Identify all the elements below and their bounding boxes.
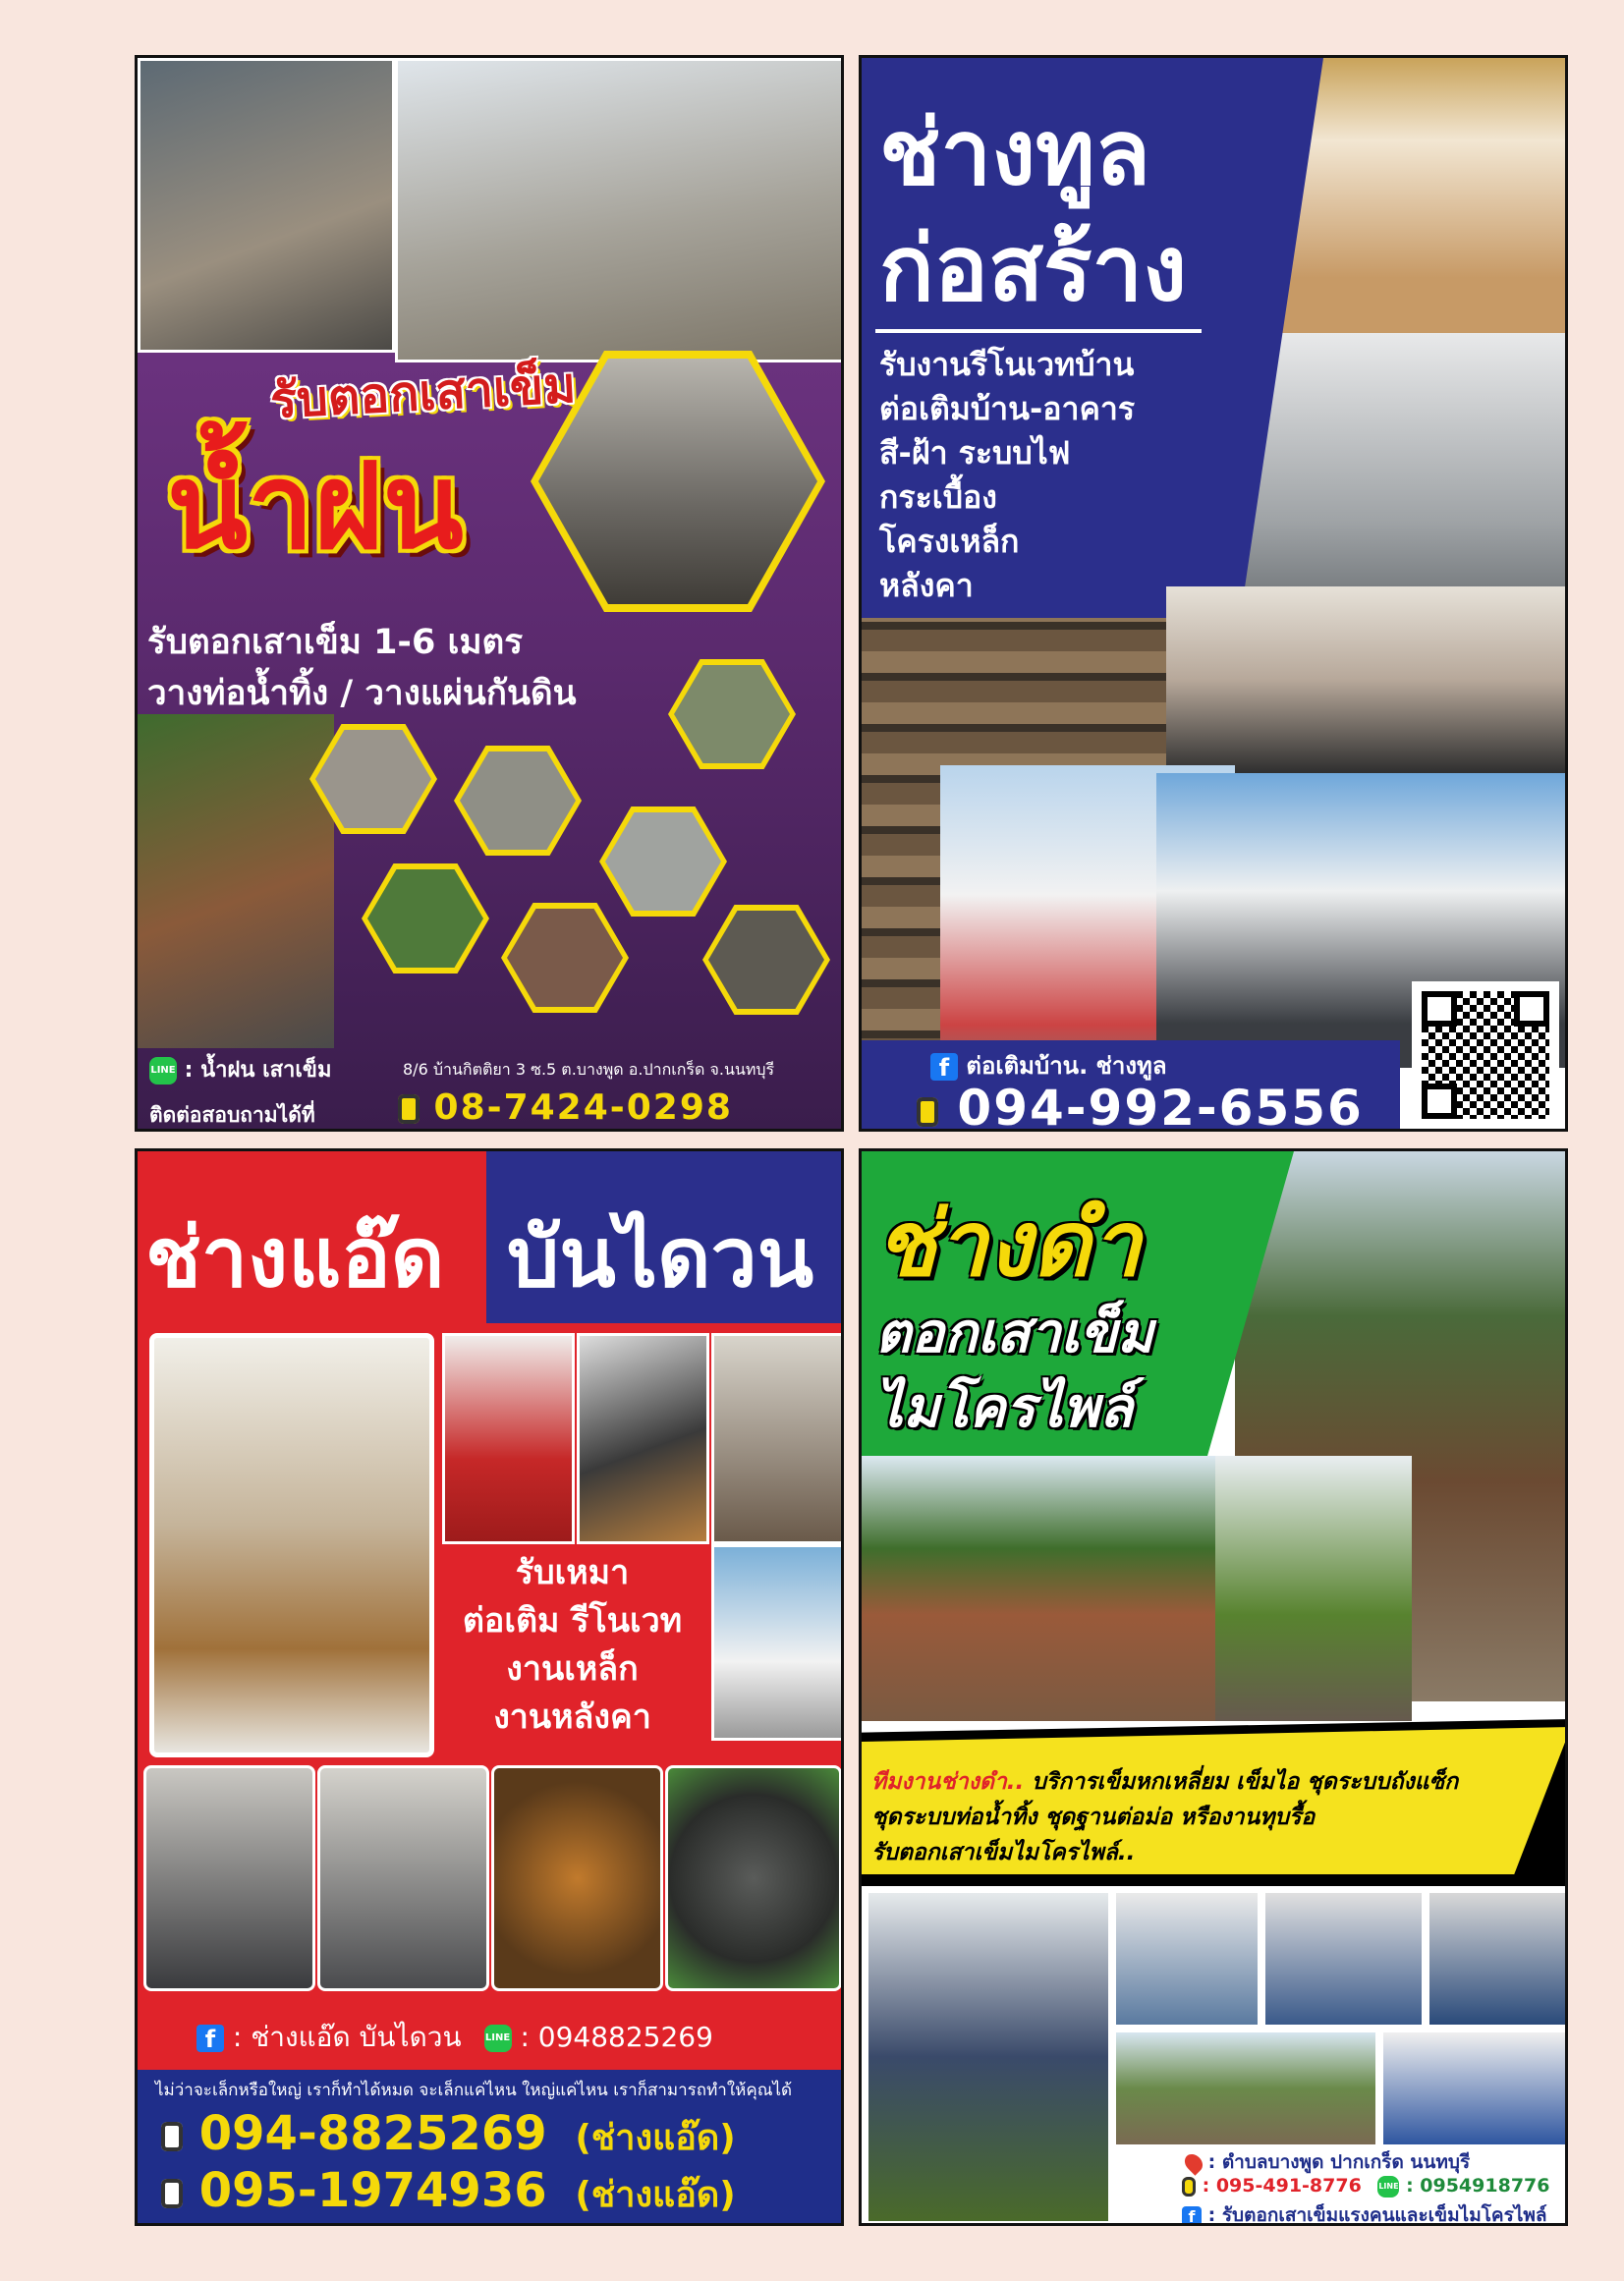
contact-label: ติดต่อสอบถามได้ที่ bbox=[149, 1103, 315, 1127]
phone-2: 095-1974936 (ช่างแอ๊ด) bbox=[161, 2163, 736, 2222]
service-item: ต่อเติมบ้าน-อาคาร bbox=[879, 390, 1135, 427]
photo-stair-bottom-3 bbox=[491, 1765, 663, 1991]
hex-photo-slabs bbox=[454, 746, 582, 856]
service-list bbox=[879, 343, 1135, 608]
brand-name: น้ำฝน bbox=[167, 439, 464, 576]
facebook-link[interactable]: f ต่อเติมบ้าน. ช่างทูล bbox=[930, 1046, 1167, 1085]
photo-workers-yard bbox=[1215, 1456, 1412, 1721]
phone-icon bbox=[161, 2122, 183, 2151]
photo-white-spiral bbox=[711, 1544, 844, 1741]
line-icon: LINE bbox=[484, 2025, 512, 2052]
service-line-2: วางท่อน้ำทิ้ง / วางแผ่นกันดิน bbox=[147, 674, 577, 713]
photo-worker-fence bbox=[866, 1890, 1111, 2224]
slogan: ไม่ว่าจะเล็กหรือใหญ่ เราก็ทำได้หมด จะเล็กแค่ไหน ใหญ่แค่ไหน เราก็สามารถทำให้คุณได้ bbox=[155, 2081, 793, 2100]
hex-photo-red-machine bbox=[501, 903, 629, 1013]
qr-code[interactable] bbox=[1412, 981, 1559, 1129]
service-item: กระเบื้อง bbox=[879, 478, 997, 516]
photo-indoor-work-2 bbox=[1262, 1890, 1425, 2028]
hex-photo-planting bbox=[668, 659, 796, 769]
hex-photo-trees bbox=[362, 863, 489, 974]
title-left: ช่างแอ๊ด bbox=[145, 1209, 445, 1306]
photo-spiral-stair-main bbox=[149, 1333, 434, 1757]
photo-stair-bottom-4 bbox=[665, 1765, 842, 1991]
phone-icon bbox=[398, 1094, 420, 1124]
social-row bbox=[196, 2016, 713, 2059]
photo-stair-bottom-2 bbox=[317, 1765, 489, 1991]
service-item: งานเหล็ก bbox=[506, 1649, 639, 1689]
address: 8/6 บ้านกิตติยา 3 ซ.5 ต.บางพูด อ.ปากเกร็ด จ.นนทบุรี bbox=[403, 1060, 775, 1079]
service-item: ต่อเติม รีโนเวท bbox=[462, 1601, 683, 1641]
phone-icon bbox=[1182, 2177, 1196, 2197]
line-contact: LINE : น้ำฝน เสาเข็ม bbox=[150, 1058, 332, 1083]
ad-changadd bbox=[135, 1148, 844, 2226]
title: ช่างดำ bbox=[875, 1192, 1142, 1297]
phone-icon bbox=[161, 2179, 183, 2208]
service-line-1: รับตอกเสาเข็ม 1-6 เมตร bbox=[147, 623, 524, 662]
service-box bbox=[437, 1549, 707, 1746]
subtitle-1: ตอกเสาเข็ม bbox=[875, 1302, 1154, 1365]
photo-workers-pulling-pile bbox=[138, 58, 395, 353]
photo-stair-bottom-1 bbox=[143, 1765, 315, 1991]
facebook-icon: f bbox=[196, 2025, 224, 2052]
photo-blue-wall-work bbox=[1380, 2030, 1568, 2147]
service-item: รับงานรีโนเวทบ้าน bbox=[879, 346, 1135, 383]
phone-icon bbox=[917, 1097, 938, 1127]
line-id[interactable]: : 0948825269 bbox=[520, 2021, 713, 2053]
photo-pile-removal-site bbox=[395, 58, 844, 362]
service-item: โครงเหล็ก bbox=[879, 523, 1020, 560]
service-item: หลังคา bbox=[879, 567, 974, 604]
title-line-1: ช่างทูล bbox=[879, 100, 1151, 205]
photo-straight-stair bbox=[577, 1333, 709, 1544]
facebook-name[interactable]: : ช่างแอ๊ด บันไดวน bbox=[232, 2021, 462, 2053]
facebook-icon: f bbox=[1182, 2206, 1202, 2226]
photo-indoor-work-3 bbox=[1427, 1890, 1568, 2028]
title-right: บันไดวน bbox=[507, 1209, 814, 1306]
photo-indoor-work-1 bbox=[1113, 1890, 1260, 2028]
facebook-icon: f bbox=[930, 1053, 958, 1081]
location: : ตำบลบางพูด ปากเกร็ด นนทบุรี bbox=[1186, 2147, 1470, 2177]
subtitle-2: ไมโครไพล์ bbox=[875, 1376, 1134, 1440]
phone-number: 094-992-6556 bbox=[917, 1080, 1364, 1132]
photo-pile-machine bbox=[138, 714, 334, 1048]
photo-red-spiral-stair bbox=[442, 1333, 575, 1544]
photo-kitchen bbox=[1166, 586, 1568, 773]
service-item: งานหลังคา bbox=[493, 1697, 651, 1737]
phone-number: 08-7424-0298 bbox=[398, 1087, 733, 1128]
ad-changtool bbox=[859, 55, 1568, 1132]
phone-1: 094-8825269 (ช่างแอ๊ด) bbox=[161, 2106, 736, 2165]
desc-line-2: ชุดระบบท่อน้ำทิ้ง ชุดฐานต่อม่อ หรืองานทุบรื้อ bbox=[871, 1805, 1316, 1830]
service-item: รับเหมา bbox=[515, 1553, 630, 1592]
facebook-row[interactable]: f : รับตอกเสาเข็มแรงคนและเข็มไมโครไพล์ bbox=[1182, 2200, 1547, 2226]
hex-photo-stacked-piles bbox=[599, 807, 727, 917]
photo-field-work bbox=[1113, 2030, 1378, 2147]
photo-outdoor-spiral bbox=[711, 1333, 844, 1544]
phone-row: : 095-491-8776 LINE : 0954918776 bbox=[1182, 2175, 1549, 2198]
ad-namfon bbox=[135, 55, 844, 1132]
desc-line-3: รับตอกเสาเข็มไมโครไพล์.. bbox=[871, 1840, 1136, 1865]
photo-field-drilling bbox=[862, 1456, 1215, 1721]
location-pin-icon bbox=[1181, 2150, 1205, 2175]
service-item: สี-ฝ้า ระบบไฟ bbox=[879, 434, 1071, 472]
desc-line-1: ทีมงานช่างดำ.. บริการเข็มหกเหลี่ยม เข็มไอ ชุดระบบถังแซ็ก bbox=[871, 1769, 1459, 1795]
tagline: รับตอกเสาเข็ม bbox=[268, 356, 578, 430]
ad-changdam bbox=[859, 1148, 1568, 2226]
title-line-2: ก่อสร้าง bbox=[879, 216, 1188, 321]
line-icon: LINE bbox=[149, 1057, 177, 1085]
hex-photo-tank bbox=[702, 905, 830, 1015]
line-icon: LINE bbox=[1377, 2176, 1399, 2198]
